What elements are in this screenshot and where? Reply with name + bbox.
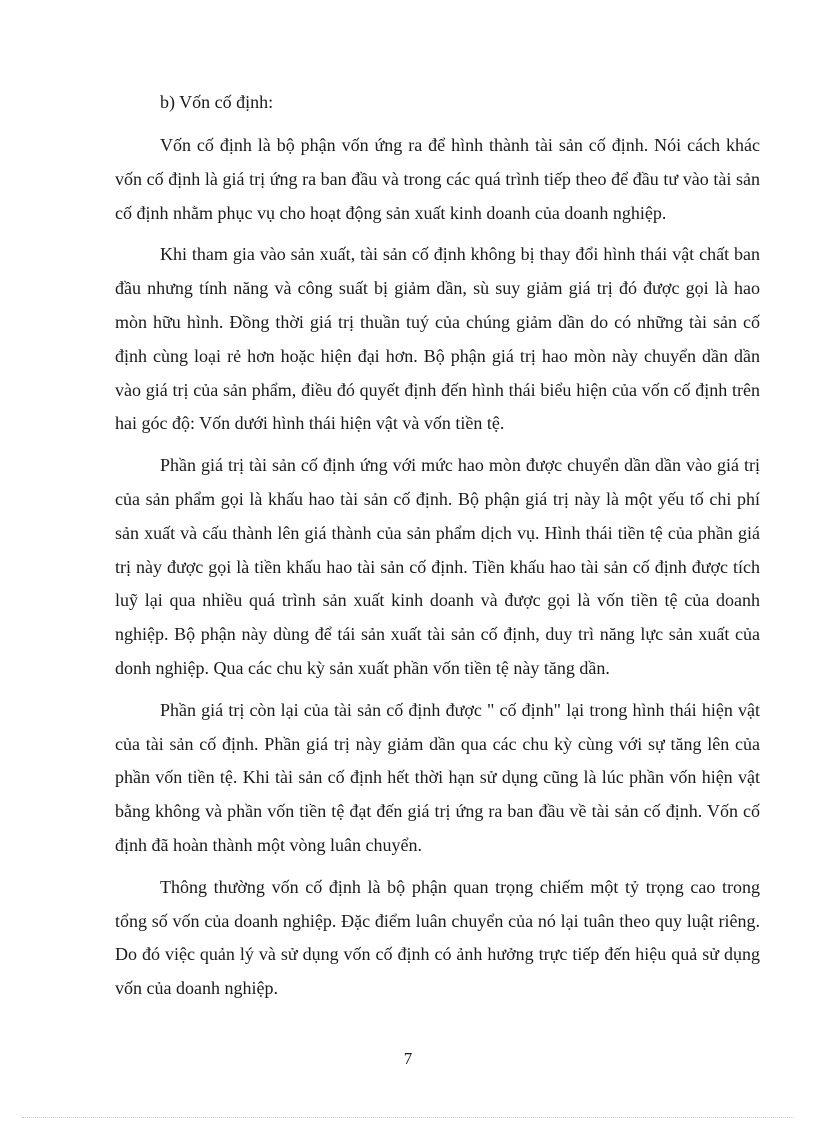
document-body (115, 86, 760, 1014)
section-heading: b) Vốn cố định: (160, 92, 274, 112)
paragraph-depreciation-wear: Khi tham gia vào sản xuất, tài sản cố định không bị thay đổi hình thái vật chất ban đầu nhưng tính năng và công suất bị giảm dần, sù suy giảm giá trị đó được gọi là hao mòn hữu hình. Đồng thời giá trị thuần tuý của chúng giảm dần do có những tài sản cố định cùng loại rẻ hơn hoặc hiện đại hơn. Bộ phận giá trị hao mòn này chuyển dần dần vào giá trị của sản phẩm, điều đó quyết định đến hình thái biểu hiện của vốn cố định trên hai góc độ: Vốn dưới hình thái hiện vật và vốn tiền tệ. (115, 244, 760, 434)
paragraph-depreciation-value: Phần giá trị tài sản cố định ứng với mức hao mòn được chuyển dần dần vào giá trị của sản phẩm gọi là khấu hao tài sản cố định. Bộ phận giá trị này là một yếu tố chi phí sản xuất và cấu thành lên giá thành của sản phẩm dịch vụ. Hình thái tiền tệ của phần giá trị này được gọi là tiền khấu hao tài sản cố định. Tiền khấu hao tài sản cố định được tích luỹ lại qua nhiều quá trình sản xuất kinh doanh và được gọi là vốn tiền tệ của doanh nghiệp. Bộ phận này dùng để tái sản xuất tài sản cố định, duy trì năng lực sản xuất của donh nghiệp. Qua các chu kỳ sản xuất phần vốn tiền tệ này tăng dần. (115, 455, 760, 678)
paragraph-remaining-value: Phần giá trị còn lại của tài sản cố định được " cố định" lại trong hình thái hiện vật của tài sản cố định. Phần giá trị này giảm dần qua các chu kỳ cùng với sự tăng lên của phần vốn tiền tệ. Khi tài sản cố định hết thời hạn sử dụng cũng là lúc phần vốn hiện vật bằng không và phần vốn tiền tệ đạt đến giá trị ứng ra ban đầu về tài sản cố định. Vốn cố định đã hoàn thành một vòng luân chuyển. (115, 699, 760, 855)
paragraph-importance: Thông thường vốn cố định là bộ phận quan trọng chiếm một tỷ trọng cao trong tổng số vốn của doanh nghiệp. Đặc điểm luân chuyển của nó lại tuân theo quy luật riêng. Do đó việc quản lý và sử dụng vốn cố định có ảnh hưởng trực tiếp đến hiệu quả sử dụng vốn của doanh nghiệp. (115, 876, 760, 999)
page-bottom-divider (22, 1117, 794, 1118)
page-number: 7 (403, 1049, 413, 1068)
paragraph-fixed-capital-definition: Vốn cố định là bộ phận vốn ứng ra để hình thành tài sản cố định. Nói cách khác vốn cố định là giá trị ứng ra ban đầu và trong các quá trình tiếp theo để đầu tư vào tài sản cố định nhằm phục vụ cho hoạt động sản xuất kinh doanh của doanh nghiệp. (115, 135, 760, 223)
